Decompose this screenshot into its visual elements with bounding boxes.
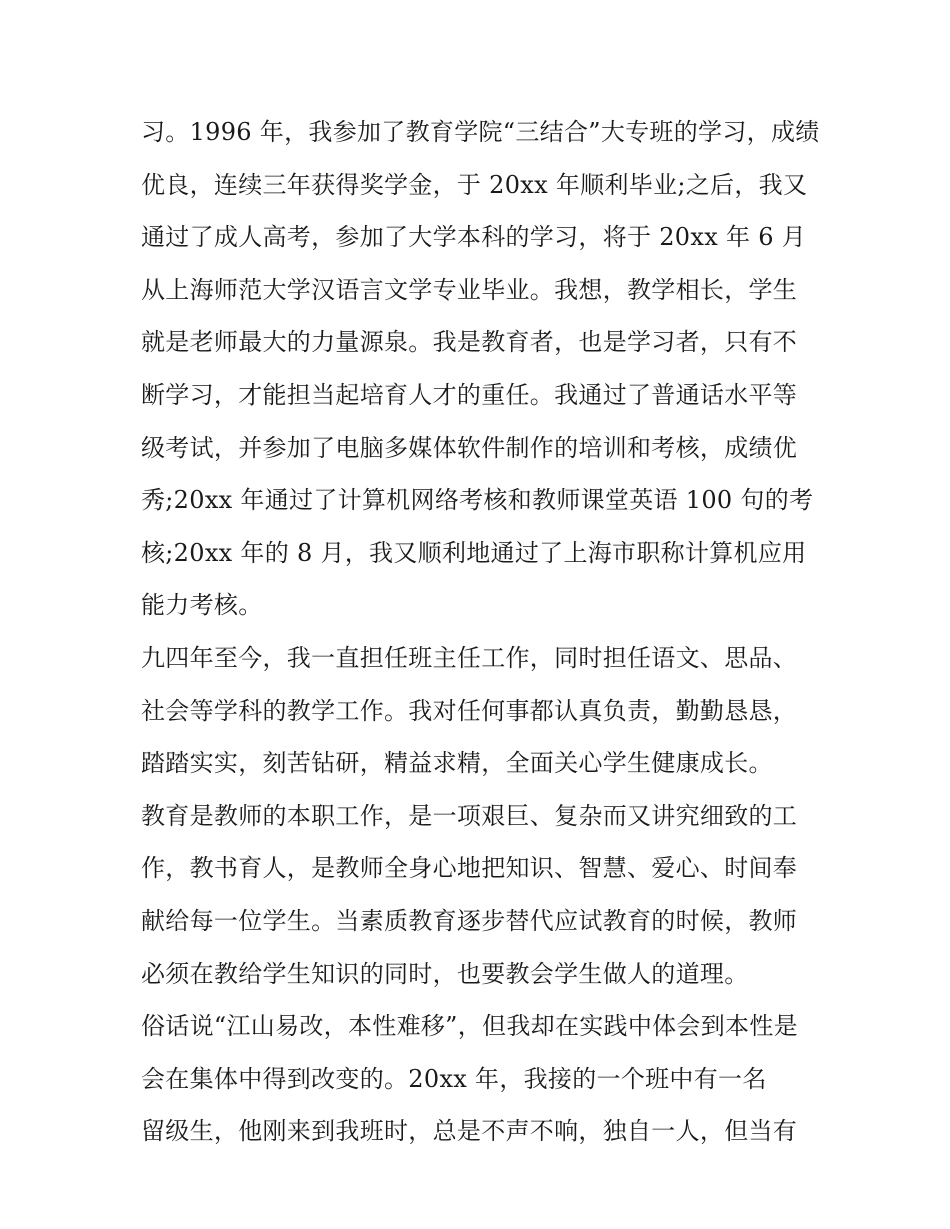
- text-line: 秀;20xx 年通过了计算机网络考核和教师课堂英语 100 句的考: [141, 486, 814, 515]
- text-line: 踏踏实实，刻苦钻研，精益求精，全面关心学生健康成长。: [141, 749, 773, 778]
- text-line: 能力考核。: [141, 591, 263, 620]
- text-line: 通过了成人高考，参加了大学本科的学习，将于 20xx 年 6 月: [141, 223, 806, 252]
- text-line: 必须在教给学生知识的同时，也要教会学生做人的道理。: [141, 959, 749, 988]
- text-line: 断学习，才能担当起培育人才的重任。我通过了普通话水平等: [141, 380, 798, 409]
- text-line: 九四年至今，我一直担任班主任工作，同时担任语文、思品、: [141, 643, 798, 672]
- text-line: 会在集体中得到改变的。20xx 年，我接的一个班中有一名: [141, 1064, 767, 1093]
- text-line: 留级生，他刚来到我班时，总是不声不响，独自一人，但当有: [141, 1117, 798, 1146]
- text-line: 教育是教师的本职工作，是一项艰巨、复杂而又讲究细致的工: [141, 801, 798, 830]
- text-line: 习。1996 年，我参加了教育学院“三结合”大专班的学习，成绩: [141, 118, 820, 146]
- text-line: 级考试，并参加了电脑多媒体软件制作的培训和考核，成绩优: [141, 433, 798, 462]
- text-line: 核;20xx 年的 8 月，我又顺利地通过了上海市职称计算机应用: [141, 538, 807, 567]
- text-line: 社会等学科的教学工作。我对任何事都认真负责，勤勤恳恳，: [141, 696, 798, 725]
- text-line: 就是老师最大的力量源泉。我是教育者，也是学习者，只有不: [141, 328, 798, 357]
- text-line: 俗话说“江山易改，本性难移”，但我却在实践中体会到本性是: [141, 1012, 798, 1041]
- text-line: 献给每一位学生。当素质教育逐步替代应试教育的时候，教师: [141, 906, 798, 935]
- text-line: 优良，连续三年获得奖学金，于 20xx 年顺利毕业;之后，我又: [141, 170, 808, 199]
- text-line: 从上海师范大学汉语言文学专业毕业。我想，教学相长，学生: [141, 275, 798, 304]
- text-line: 作，教书育人，是教师全身心地把知识、智慧、爱心、时间奉: [141, 854, 798, 883]
- body-text: [141, 106, 821, 1158]
